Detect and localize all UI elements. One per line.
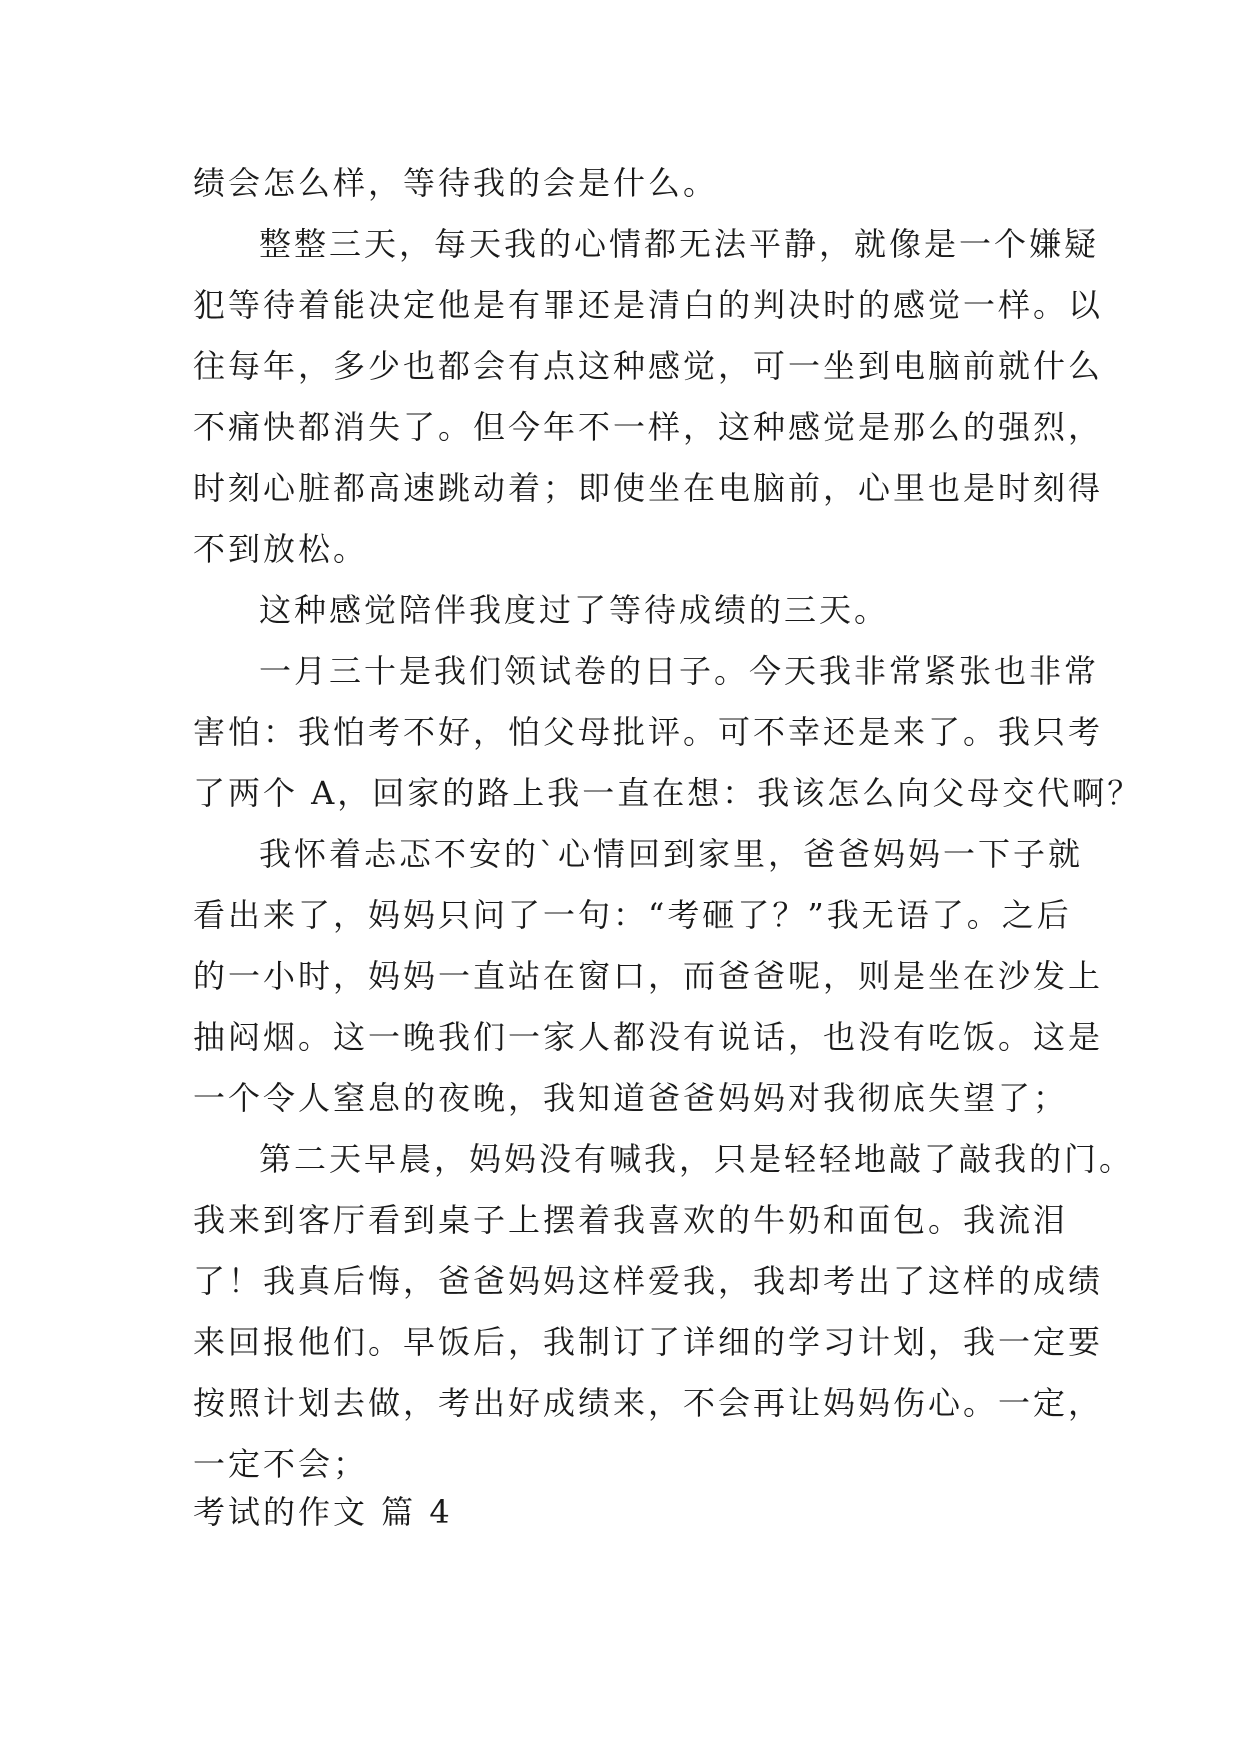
text-line: 我怀着忐忑不安的`心情回到家里，爸爸妈妈一下子就 — [259, 835, 1084, 873]
text-line: 整整三天，每天我的心情都无法平静，就像是一个嫌疑 — [259, 225, 1100, 263]
text-line: 一个令人窒息的夜晚，我知道爸爸妈妈对我彻底失望了； — [193, 1079, 1069, 1117]
text-line: 往每年，多少也都会有点这种感觉，可一坐到电脑前就什么 — [193, 347, 1104, 385]
text-line: 看出来了，妈妈只问了一句：“考砸了？”我无语了。之后 — [193, 896, 1072, 934]
text-line: 按照计划去做，考出好成绩来，不会再让妈妈伤心。一定， — [193, 1384, 1104, 1422]
text-line: 不痛快都消失了。但今年不一样，这种感觉是那么的强烈， — [193, 408, 1104, 446]
text-line: 不到放松。 — [193, 530, 369, 568]
text-line: 一月三十是我们领试卷的日子。今天我非常紧张也非常 — [259, 652, 1100, 690]
essay-body — [193, 153, 1143, 1495]
text-line: 的一小时，妈妈一直站在窗口，而爸爸呢，则是坐在沙发上 — [193, 957, 1104, 995]
text-line: 时刻心脏都高速跳动着；即使坐在电脑前，心里也是时刻得 — [193, 469, 1104, 507]
text-line: 了两个 A，回家的路上我一直在想：我该怎么向父母交代啊？ — [193, 774, 1143, 812]
text-line: 了！我真后悔，爸爸妈妈这样爱我，我却考出了这样的成绩 — [193, 1262, 1104, 1300]
text-line: 害怕：我怕考不好，怕父母批评。可不幸还是来了。我只考 — [193, 713, 1104, 751]
text-line: 这种感觉陪伴我度过了等待成绩的三天。 — [259, 591, 890, 629]
text-line: 一定不会； — [193, 1445, 369, 1483]
text-line: 我来到客厅看到桌子上摆着我喜欢的牛奶和面包。我流泪 — [193, 1201, 1069, 1239]
text-line: 抽闷烟。这一晚我们一家人都没有说话，也没有吃饭。这是 — [193, 1018, 1104, 1056]
section-heading: 考试的作文 篇 4 — [193, 1493, 453, 1531]
text-line: 来回报他们。早饭后，我制订了详细的学习计划，我一定要 — [193, 1323, 1104, 1361]
text-line: 犯等待着能决定他是有罪还是清白的判决时的感觉一样。以 — [193, 286, 1104, 324]
text-line: 绩会怎么样，等待我的会是什么。 — [193, 164, 719, 202]
text-line: 第二天早晨，妈妈没有喊我，只是轻轻地敲了敲我的门。 — [259, 1140, 1135, 1178]
